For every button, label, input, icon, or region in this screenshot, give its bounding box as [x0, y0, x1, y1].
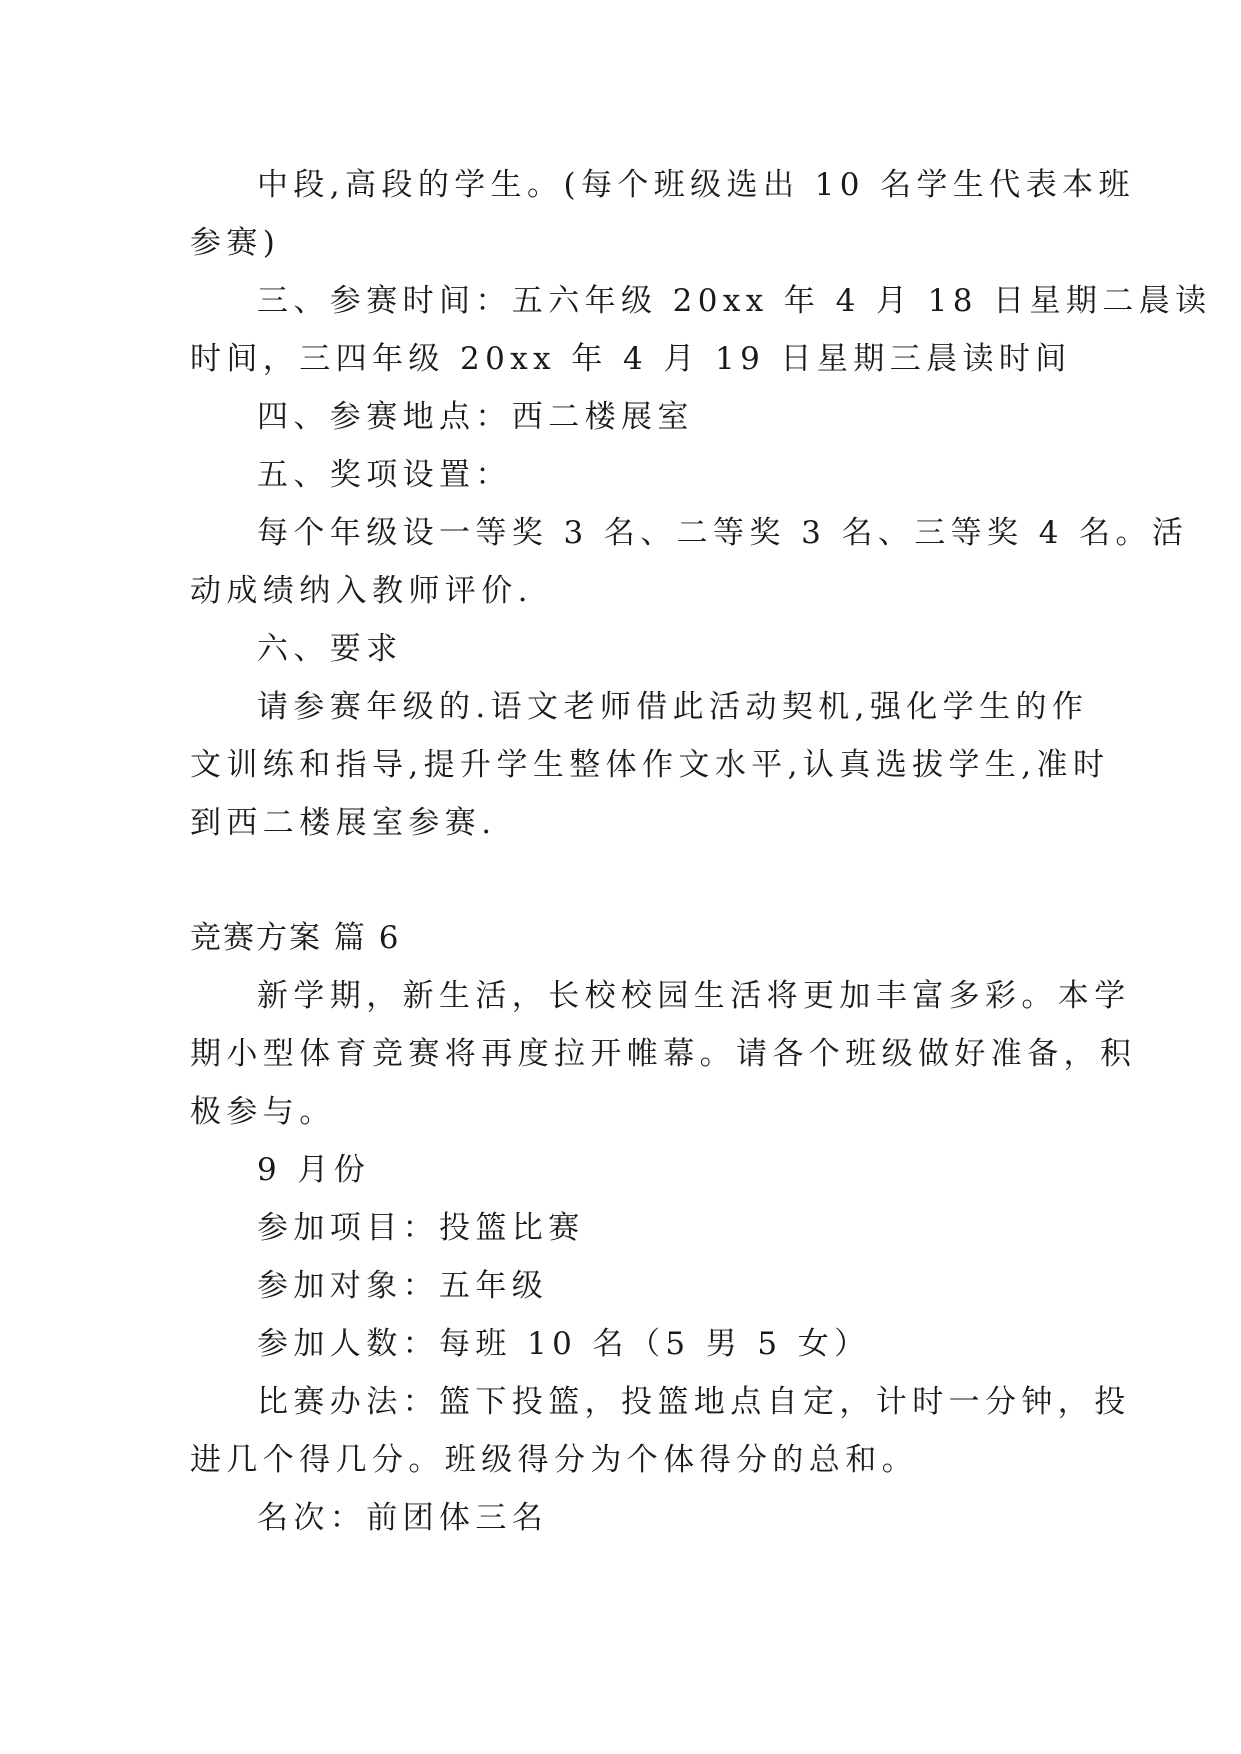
paragraph-line: 参加项目：投篮比赛	[257, 1210, 585, 1246]
paragraph-line: 四、参赛地点：西二楼展室	[257, 399, 694, 435]
paragraph-line: 三、参赛时间：五六年级 20xx 年 4 月 18 日星期二晨读	[257, 283, 1212, 319]
paragraph-line: 9 月份	[257, 1152, 371, 1188]
paragraph-line: 参加人数：每班 10 名（5 男 5 女）	[257, 1326, 871, 1362]
paragraph-line: 极参与。	[190, 1094, 336, 1130]
paragraph-line: 比赛办法：篮下投篮，投篮地点自定，计时一分钟，投	[257, 1384, 1131, 1420]
paragraph-line: 六、要求	[257, 631, 403, 667]
paragraph-line: 新学期，新生活，长校校园生活将更加丰富多彩。本学	[257, 978, 1131, 1014]
paragraph-line: 五、奖项设置：	[257, 457, 512, 493]
paragraph-line: 时间，三四年级 20xx 年 4 月 19 日星期三晨读时间	[190, 341, 1072, 377]
paragraph-line: 到西二楼展室参赛.	[190, 805, 497, 841]
paragraph-line: 中段,高段的学生。(每个班级选出 10 名学生代表本班	[257, 167, 1135, 203]
paragraph-line: 名次：前团体三名	[257, 1500, 549, 1536]
section-heading: 竞赛方案 篇 6	[190, 920, 401, 956]
paragraph-line: 每个年级设一等奖 3 名、二等奖 3 名、三等奖 4 名。活	[257, 515, 1189, 551]
paragraph-line: 参加对象：五年级	[257, 1268, 549, 1304]
paragraph-line: 进几个得几分。班级得分为个体得分的总和。	[190, 1442, 918, 1478]
paragraph-line: 参赛)	[190, 225, 281, 261]
paragraph-line: 请参赛年级的.语文老师借此活动契机,强化学生的作	[257, 689, 1089, 725]
paragraph-line: 动成绩纳入教师评价.	[190, 573, 533, 609]
paragraph-line: 期小型体育竞赛将再度拉开帷幕。请各个班级做好准备，积	[190, 1036, 1137, 1072]
paragraph-line: 文训练和指导,提升学生整体作文水平,认真选拔学生,准时	[190, 747, 1110, 783]
